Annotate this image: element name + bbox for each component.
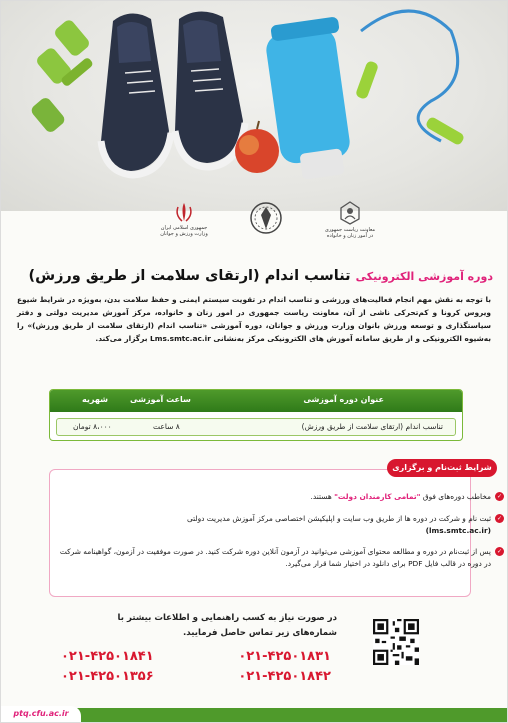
ministry-logo-text: جمهوری اسلامی ایران وزارت ورزش و جوانان [160, 225, 208, 237]
registration-text: ثبت نام و شرکت در دوره ها از طریق وب سایت و اپلیکیشن اختصاصی مرکز آموزش مدیریت دولتی [186, 514, 491, 523]
condition-item-audience [57, 491, 503, 503]
site-url[interactable]: ptq.cfu.ac.ir [1, 706, 81, 722]
page-title [15, 265, 493, 284]
exam-text: پس از ثبت‌نام در دوره و مطالعه محتوای آموزشی می‌توانید در آزمون آنلاین دوره شرکت کنید. در صورت موفقیت در آزمون، گواهینامه شرکت در دوره در قالب فایل PDF برای دانلود در اختیار شما قرار می‌گیرد. [59, 547, 491, 568]
sports-equipment-illustration [1, 1, 508, 211]
phone-3[interactable]: ۰۲۱-۴۲۵۰۱۸۴۲ [238, 669, 331, 684]
course-table-header [50, 390, 462, 412]
sports-equipment-photo [1, 1, 508, 211]
title-main: تناسب اندام (ارتقای سلامت از طریق ورزش) [28, 268, 351, 284]
title-prefix: دوره آموزشی الکترونیکی [355, 270, 493, 283]
phone-1[interactable]: ۰۲۱-۴۲۵۰۱۸۳۱ [238, 649, 331, 664]
phone-4[interactable]: ۰۲۱-۴۲۵۰۱۳۵۶ [61, 669, 154, 684]
check-icon: ✓ [496, 548, 503, 555]
header-course-title: عنوان دوره آموزشی [303, 395, 384, 404]
audience-text-post: هستند. [310, 492, 332, 501]
contact-text: در صورت نیاز به کسب راهنمایی و اطلاعات بیشتر با شماره‌های زیر تماس حاصل فرمایید. [117, 613, 337, 638]
header-fee: شهریه [82, 395, 108, 404]
smtc-emblem-icon [249, 201, 283, 235]
header-hours: ساعت آموزشی [130, 395, 191, 404]
vice-presidency-logo-text: معاونت ریاست جمهوری در امور زنان و خانواده [324, 227, 376, 239]
family-emblem-icon [339, 201, 361, 225]
lms-link[interactable]: (lms.smtc.ac.ir) [425, 525, 491, 535]
condition-item-exam [57, 546, 503, 569]
phone-2[interactable]: ۰۲۱-۴۲۵۰۱۸۴۱ [61, 649, 154, 664]
audience-text-pre: مخاطب دوره‌های فوق [422, 492, 491, 501]
ministry-logo [153, 201, 215, 237]
conditions-title: شرایط ثبت‌نام و برگزاری [387, 459, 497, 477]
sneakers-icon [101, 11, 245, 175]
check-icon: ✓ [496, 515, 503, 522]
smtc-logo [235, 201, 297, 235]
iran-emblem-icon [173, 201, 195, 223]
dumbbell-icon [29, 18, 94, 134]
check-icon: ✓ [496, 493, 503, 500]
qr-code-icon [373, 619, 419, 665]
intro-paragraph: با توجه به نقش مهم انجام فعالیت‌های ورزشی و تناسب اندام در تقویت سیستم ایمنی و حفظ سلامت بدن، به‌ویژه در شرایط شیوع ویروس کرونا و کم‌تحرکی ناشی از آن، معاونت ریاست جمهوری در امور زنان و خانواده، مرکز آموزش مدیریت دولتی و دفتر سیاستگذاری و توسعه ورزش بانوان وزارت ورزش و جوانان، دوره آموزشی «تناسب اندام (ارتقای سلامت از طریق ورزش)» را به‌شیوه الکترونیکی و از طریق سامانه آموزش های الکترونیکی مرکز به‌نشانی Lms.smtc.ac.ir برگزار می‌کند. [17, 295, 491, 343]
vice-presidency-logo [319, 201, 381, 239]
course-table [49, 389, 463, 441]
logos-row [151, 201, 381, 261]
footer [1, 682, 508, 722]
course-hours: ۸ ساعت [153, 422, 180, 431]
course-fee: ۸،۰۰۰ تومان [73, 422, 112, 431]
jump-rope-icon [355, 11, 465, 146]
table-row [56, 418, 456, 436]
condition-item-registration [57, 513, 503, 536]
course-name: تناسب اندام (ارتقای سلامت از طریق ورزش) [301, 422, 443, 431]
audience-highlight: "تمامی کارمندان دولت" [334, 492, 421, 501]
